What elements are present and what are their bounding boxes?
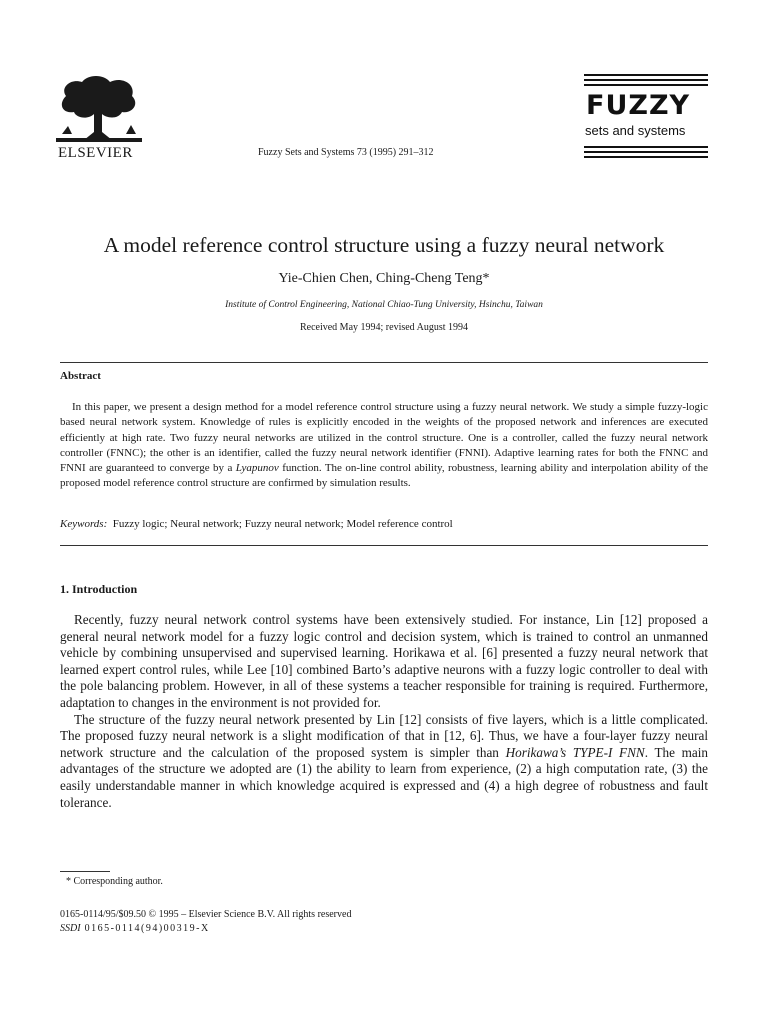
elsevier-tree-logo — [56, 74, 142, 144]
introduction-p2-part-1: The structure of the fuzzy neural network presented by Lin [12] consists of five layers, which is a little complicated. The proposed fuzzy neural network is a slight modification of that in [12, 6]. Thus, we have a four-layer fuzzy neural network structure and the calculation of the proposed system is simpler than — [60, 711, 708, 760]
abstract-heading: Abstract — [60, 370, 101, 382]
introduction-p2-part-2: . The main advantages of the structure we adopted are (1) the ability to learn from experience, (2) a high computation rate, (3) the easily understandable manner in which knowledge acquired is expressed and (4) a high degree of robustness and fault tolerance. — [60, 744, 708, 810]
abstract-text — [60, 400, 708, 492]
abstract-text-part-2: function. The on-line control ability, robustness, learning ability and interpolation ability of the proposed model reference control structure are confirmed by simulation results. — [60, 462, 708, 490]
journal-reference: Fuzzy Sets and Systems 73 (1995) 291–312 — [258, 147, 434, 158]
publisher-name: ELSEVIER — [58, 145, 133, 161]
keywords-label: Keywords: — [60, 518, 108, 530]
journal-logo-rules-bottom — [584, 146, 708, 161]
introduction-paragraph-1: Recently, fuzzy neural network control systems have been extensively studied. For instance, Lin [12] proposed a general neural network model for a fuzzy logic control and decision system, which is trained to control an unmanned vehicle by combining unsupervised and supervised learning. Horikawa et al. [6] presented a fuzzy neural network that learned expert control rules, while Lee [10] combined Barto’s adaptive neurons with a fuzzy logic controller to deal with the pole balancing problem. However, in all of these systems a teacher responsible for training is required. Furthermore, adaptation to changes in the environment is not provided for. — [60, 612, 708, 710]
paper-title: A model reference control structure using a fuzzy neural network — [103, 233, 665, 257]
paper-authors: Yie-Chien Chen, Ching-Cheng Teng* — [278, 271, 490, 286]
introduction-p2-italic: Horikawa’s TYPE-I FNN — [505, 744, 645, 760]
abstract-bottom-divider — [60, 545, 708, 546]
introduction-heading: 1. Introduction — [60, 582, 138, 596]
journal-logo-rules-top — [584, 74, 708, 89]
journal-logo-word: FUZZY — [586, 90, 691, 121]
ssdi-label: SSDI — [60, 923, 81, 934]
copyright-block — [60, 908, 351, 936]
footnote-rule — [60, 871, 110, 872]
keywords-text: Fuzzy logic; Neural network; Fuzzy neural network; Model reference control — [112, 518, 453, 530]
ssdi-code: 0165-0114(94)00319-X — [80, 923, 210, 934]
author-affiliation: Institute of Control Engineering, National Chiao-Tung University, Hsinchu, Taiwan — [225, 300, 543, 310]
footnote-corresponding-author: * Corresponding author. — [66, 876, 163, 887]
journal-logo-subtitle: sets and systems — [585, 123, 686, 138]
abstract-text-part-1: In this paper, we present a design method for a model reference control structure using a fuzzy neural network. We study a simple fuzzy-logic based neural network system. Knowledge of rules is explicitly encoded in the weights of the proposed network and inferences are executed efficiently at high rate. Two fuzzy neural networks are utilized in the control structure. One is a controller, called the fuzzy neural network controller (FNNC); the other is an identifier, called the fuzzy neural network identifier (FNNI). Adaptive learning rates for both the FNNC and FNNI are guaranteed to converge by a — [60, 401, 708, 475]
ssdi-line — [60, 922, 351, 936]
introduction-body — [60, 612, 708, 811]
introduction-paragraph-2 — [60, 712, 708, 812]
abstract-top-divider — [60, 362, 708, 363]
abstract-text-italic: Lyapunov — [235, 462, 279, 475]
received-dates: Received May 1994; revised August 1994 — [299, 322, 469, 333]
keywords-line — [60, 518, 708, 530]
copyright-line: 0165-0114/95/$09.50 © 1995 – Elsevier Science B.V. All rights reserved — [60, 909, 352, 920]
